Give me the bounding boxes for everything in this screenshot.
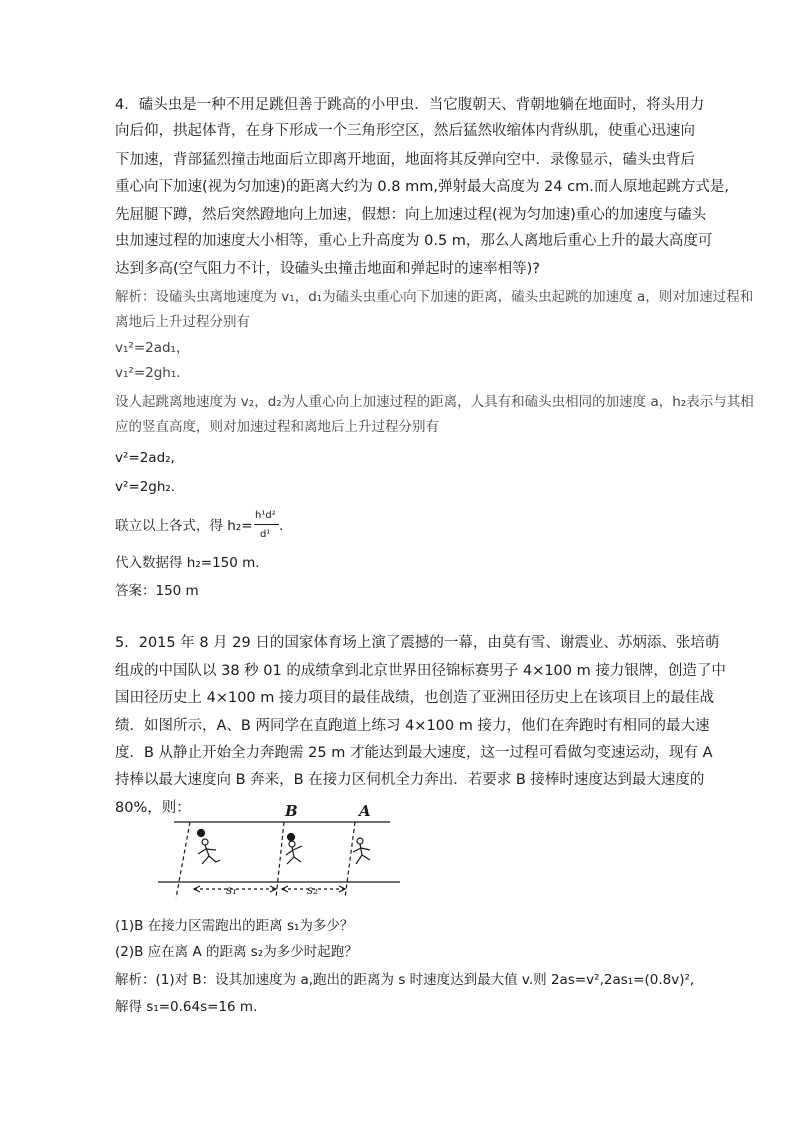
runner-a-icon	[353, 838, 370, 864]
q4-line-5: 先屈腿下蹲，然后突然蹬地向上加速，假想：向上加速过程(视为匀加速)重心的加速度与磕头	[115, 207, 707, 223]
q4-solution-line-3: 设人起跳离地速度为 v₂，d₂为人重心向上加速过程的距离，人具有和磕头虫相同的加速度 a，h₂表示与其相	[115, 394, 754, 410]
q5-subquestion-2: (2)B 应在离 A 的距离 s₂为多少时起跑？	[115, 944, 358, 960]
q4-solution-line-2: 离地后上升过程分别有	[115, 314, 250, 330]
q4-equation-1: v₁²=2ad₁，	[115, 340, 190, 356]
q5-solution-line-1: 解析：(1)对 B：设其加速度为 a,跑出的距离为 s 时速度达到最大值 v.则 2as=v²,2as₁=(0.8v)²,	[115, 972, 695, 988]
zone-dashed-line-3	[345, 822, 355, 898]
q4-line-6: 虫加速过程的加速度大小相等，重心上升高度为 0.5 m，那么人离地后重心上升的最大高度可	[115, 233, 713, 249]
runner-b-icon	[286, 834, 302, 865]
runner-with-baton-icon	[198, 830, 221, 865]
q4-equation-4: v²=2gh₂.	[115, 479, 176, 495]
q4-fraction-bar	[254, 524, 279, 525]
q4-equation-3: v²=2ad₂,	[115, 450, 175, 466]
relay-figure	[0, 800, 794, 920]
q4-line-4: 重心向下加速(视为匀加速)的距离大约为 0.8 mm,弹射最大高度为 24 cm.而人原地起跳方式是,	[115, 179, 729, 195]
label-a: A	[359, 802, 371, 820]
q4-solution-line-4: 应的竖直高度，则对加速过程和离地后上升过程分别有	[115, 419, 439, 435]
q4-fraction-numerator: h¹d²	[255, 510, 276, 521]
q4-substitution: 代入数据得 h₂=150 m.	[115, 555, 260, 571]
zone-dashed-line-2	[276, 822, 284, 898]
q4-line-3: 下加速，背部猛烈撞击地面后立即离开地面，地面将其反弹向空中．录像显示，磕头虫背后	[115, 152, 695, 168]
q5-subquestion-1: (1)B 在接力区需跑出的距离 s₁为多少？	[115, 918, 354, 934]
q4-line-2: 向后仰，拱起体背，在身下形成一个三角形空区，然后猛然收缩体内背纵肌，使重心迅速向	[115, 123, 695, 139]
q5-line-6: 持棒以最大速度向 B 奔来，B 在接力区伺机全力奔出．若要求 B 接棒时速度达到最大速度的	[115, 772, 705, 788]
q4-answer: 答案：150 m	[115, 583, 199, 599]
label-b: B	[285, 802, 298, 820]
q5-solution-line-2: 解得 s₁=0.64s=16 m.	[115, 999, 258, 1015]
q4-equation-2: v₁²=2gh₁.	[115, 365, 181, 381]
q5-line-3: 国田径历史上 4×100 m 接力项目的最佳战绩，也创造了亚洲田径历史上在该项目上的最佳战	[115, 690, 714, 706]
label-s1: s₁	[226, 883, 237, 897]
q4-combine-text: 联立以上各式，得 h₂=	[115, 518, 253, 534]
q5-line-2: 组成的中国队以 38 秒 01 的成绩拿到北京世界田径锦标赛男子 4×100 m 接力银牌，创造了中	[115, 663, 726, 679]
q4-fraction-dot: .	[279, 518, 284, 534]
q4-line-7: 达到多高(空气阻力不计，设磕头虫撞击地面和弹起时的速率相等)?	[115, 261, 541, 277]
label-s2: s₂	[307, 883, 318, 897]
q4-fraction-denominator: d¹	[260, 529, 271, 540]
q5-line-1: 5．2015 年 8 月 29 日的国家体育场上演了震撼的一幕，由莫有雪、谢震业、苏炳添、张培萌	[115, 635, 720, 651]
q5-line-5: 度．B 从静止开始全力奔跑需 25 m 才能达到最大速度，这一过程可看做匀变速运动，现有 A	[115, 745, 713, 761]
zone-dashed-line-1	[176, 822, 190, 898]
q4-line-1: 4．磕头虫是一种不用足跳但善于跳高的小甲虫．当它腹朝天、背朝地躺在地面时，将头用力	[115, 97, 705, 113]
q5-line-7: 80%，则：	[115, 800, 191, 816]
q5-line-4: 绩．如图所示，A、B 两同学在直跑道上练习 4×100 m 接力，他们在奔跑时有相同的最大速	[115, 718, 710, 734]
q4-solution-line-1: 解析：设磕头虫离地速度为 v₁，d₁为磕头虫重心向下加速的距离，磕头虫起跳的加速度 a，则对加速过程和	[115, 289, 754, 305]
